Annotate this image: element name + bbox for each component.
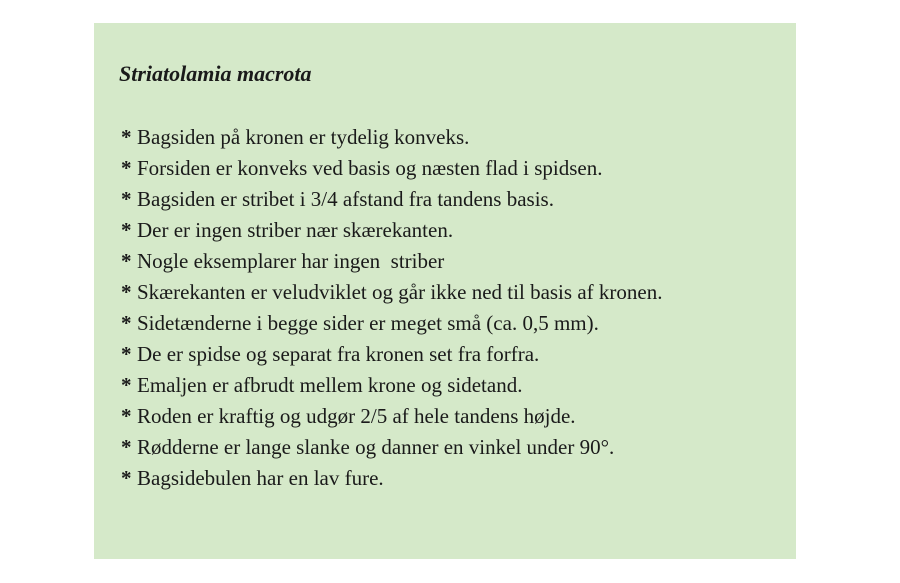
bullet-star: * [121, 280, 132, 304]
bullet-star: * [121, 156, 132, 180]
list-item [121, 122, 662, 153]
list-item-text: Sidetænderne i begge sider er meget små (ca. 0,5 mm). [137, 311, 599, 335]
list-item [121, 339, 662, 370]
species-title: Striatolamia macrota [119, 61, 312, 86]
bullet-star: * [121, 373, 132, 397]
list-item-text: Bagsiden på kronen er tydelig konveks. [137, 125, 470, 149]
list-item-text: Roden er kraftig og udgør 2/5 af hele tandens højde. [137, 404, 576, 428]
list-item [121, 401, 662, 432]
list-item-text: Forsiden er konveks ved basis og næsten flad i spidsen. [137, 156, 603, 180]
bullet-star: * [121, 404, 132, 428]
list-item [121, 277, 662, 308]
list-item-text: De er spidse og separat fra kronen set fra forfra. [137, 342, 540, 366]
bullet-star: * [121, 187, 132, 211]
list-item [121, 246, 662, 277]
list-item [121, 308, 662, 339]
list-item-text: Der er ingen striber nær skærekanten. [137, 218, 454, 242]
list-item [121, 463, 662, 494]
list-item-text: Emaljen er afbrudt mellem krone og sidetand. [137, 373, 523, 397]
list-item-text: Skærekanten er veludviklet og går ikke ned til basis af kronen. [137, 280, 663, 304]
bullet-star: * [121, 218, 132, 242]
list-item [121, 153, 662, 184]
bullet-star: * [121, 435, 132, 459]
list-item-text: Nogle eksemplarer har ingen striber [137, 249, 445, 273]
list-item-text: Bagsiden er stribet i 3/4 afstand fra tandens basis. [137, 187, 554, 211]
bullet-star: * [121, 466, 132, 490]
list-item [121, 215, 662, 246]
characteristics-list [121, 122, 662, 494]
list-item [121, 370, 662, 401]
list-item [121, 184, 662, 215]
list-item [121, 432, 662, 463]
list-item-text: Bagsidebulen har en lav fure. [137, 466, 384, 490]
bullet-star: * [121, 311, 132, 335]
bullet-star: * [121, 249, 132, 273]
list-item-text: Rødderne er lange slanke og danner en vinkel under 90°. [137, 435, 615, 459]
bullet-star: * [121, 125, 132, 149]
bullet-star: * [121, 342, 132, 366]
species-description-panel [94, 23, 796, 559]
